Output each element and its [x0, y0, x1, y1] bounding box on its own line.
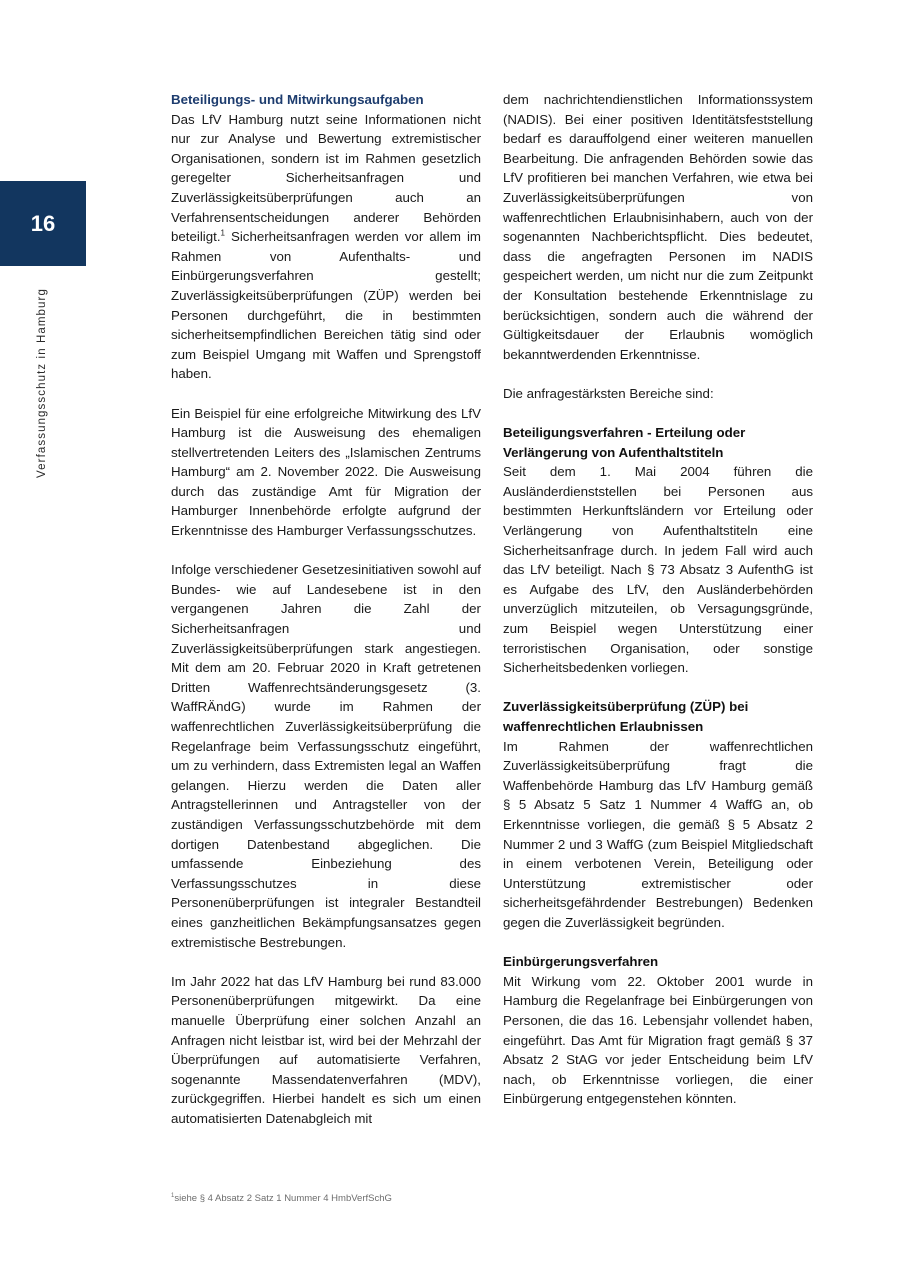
left-column	[171, 90, 481, 1148]
section-heading: Beteiligungs- und Mitwirkungsaufgaben	[171, 92, 424, 107]
paragraph-nadis: dem nachrichtendienstlichen Informationssystem (NADIS). Bei einer positiven Identitätsfeststellung bedarf es darauffolgend einer weiteren manuellen Bearbeitung. Die anfragenden Behörden sowie das LfV profitieren bei manchen Verfahren, wie etwa bei Zuverlässigkeitsüberprüfungen von waffenrechtlichen Erlaubnisinhabern, auch von der sogenannten Nachberichtspflicht. Dies bedeutet, dass die angefragten Personen im NADIS gespeichert werden, um nicht nur die zum Zeitpunkt der Konsultation bestehende Erkenntnislage zu berücksichtigen, sondern auch die während der Gültigkeitsdauer der Erlaubnis womöglich bekanntwerdenden Erkenntnisse.	[503, 92, 813, 362]
footnote	[171, 1193, 392, 1204]
paragraph-naturalization: Mit Wirkung vom 22. Oktober 2001 wurde in Hamburg die Regelanfrage bei Einbürgerungen von Personen, die das 16. Lebensjahr vollendet haben, eingeführt. Das Amt für Migration fragt gemäß § 37 Absatz 2 StAG vor jeder Entscheidung beim LfV nach, ob Erkenntnisse vorliegen, die einer Einbürgerung entgegenstehen könnten.	[503, 973, 813, 1107]
paragraph-expulsion-example: Ein Beispiel für eine erfolgreiche Mitwirkung des LfV Hamburg ist die Ausweisung des ehemaligen stellvertretenden Leiters des „Islamischen Zentrums Hamburg“ am 2. November 2022. Die Ausweisung durch das zuständige Amt für Migration der Hamburger Innenbehörde erfolgte aufgrund der Erkenntnisse des Hamburger Verfassungsschutzes.	[171, 405, 481, 539]
footnote-text: siehe § 4 Absatz 2 Satz 1 Nummer 4 HmbVerfSchG	[174, 1193, 392, 1204]
paragraph-intro-continued: Sicherheitsanfragen werden vor allem im Rahmen von Aufenthalts- und Einbürgerungsverfahren gestellt; Zuverlässigkeitsüberprüfungen (ZÜP) werden bei Personen durchgeführt, die in bestimmten sicherheitsempfindlichen Bereichen tätig sind oder zum Beispiel Umgang mit Waffen und Sprengstoff haben.	[171, 229, 482, 382]
right-column	[503, 90, 813, 1128]
page-number: 16	[30, 210, 56, 236]
paragraph-legislation: Infolge verschiedener Gesetzesinitiativen sowohl auf Bundes- wie auf Landesebene ist in den vergangenen Jahren die Zahl der Sicherheitsanfragen und Zuverlässigkeitsüberprüfungen stark angestiegen. Mit dem am 20. Februar 2020 in Kraft getretenen Dritten Waffenrechtsänderungsgesetz (3. WaffRÄndG) wurde im Rahmen der waffenrechtlichen Zuverlässigkeitsüberprüfung die Regelanfrage beim Verfassungsschutz eingeführt, um zu verhindern, dass Extremisten legal an Waffen gelangen. Hierzu werden die Daten aller Antragstellerinnen und Antragsteller von der zuständigen Verfassungsschutzbehörde mit dem dortigen Datenbestand abgeglichen. Die umfassende Einbeziehung des Verfassungsschutzes in diese Personenüberprüfungen ist integraler Bestandteil eines ganzheitlichen Bekämpfungsansatzes gegen extremistische Bestrebungen.	[171, 562, 481, 950]
paragraph-intro	[171, 110, 481, 384]
paragraph-intro-text: Das LfV Hamburg nutzt seine Informationen nicht nur zur Analyse und Bewertung extremistischer Organisationen, sondern ist im Rahmen gesetzlich geregelter Sicherheitsanfragen und Zuverlässigkeitsüberprüfungen auch an Verfahrensentscheidungen anderer Behörden beteiligt.	[171, 111, 481, 245]
paragraph-areas-intro: Die anfragestärksten Bereiche sind:	[503, 385, 714, 401]
subheading-residence: Beteiligungsverfahren - Erteilung oder Verlängerung von Aufenthaltstiteln	[503, 425, 746, 460]
side-running-title: Verfassungsschutz in Hamburg	[36, 288, 48, 478]
subheading-naturalization: Einbürgerungsverfahren	[503, 954, 659, 970]
subheading-weapons: Zuverlässigkeitsüberprüfung (ZÜP) bei waffenrechtlichen Erlaubnissen	[503, 699, 749, 734]
footnote-mark: 1	[171, 1192, 175, 1199]
footnote-reference: 1	[220, 228, 225, 238]
page-number-tab	[0, 181, 86, 266]
paragraph-statistics: Im Jahr 2022 hat das LfV Hamburg bei rund 83.000 Personenüberprüfungen mitgewirkt. Da eine manuelle Überprüfung einer solchen Anzahl an Anfragen nicht leistbar ist, wird bei der Mehrzahl der Überprüfungen auf automatisierte Verfahren, sogenannte Massendatenverfahren (MDV), zurückgegriffen. Hierbei handelt es sich um einen automatisierten Datenabgleich mit	[171, 973, 481, 1126]
paragraph-residence: Seit dem 1. Mai 2004 führen die Ausländerdienststellen bei Personen aus bestimmten Herkunftsländern vor Erteilung oder Verlängerung von Aufenthaltstiteln eine Sicherheitsanfrage durch. In jedem Fall wird auch das LfV beteiligt. Nach § 73 Absatz 3 AufenthG ist es Aufgabe des LfV, den Ausländerbehörden unverzüglich mitzuteilen, ob Versagungsgründe, zum Beispiel wegen Unterstützung einer terroristischen Organisation, oder sonstige Sicherheitsbedenken vorliegen.	[503, 464, 813, 676]
paragraph-weapons: Im Rahmen der waffenrechtlichen Zuverlässigkeitsüberprüfung fragt die Waffenbehörde Hamburg das LfV Hamburg gemäß § 5 Absatz 5 Satz 1 Nummer 4 WaffG an, ob Erkenntnisse vorliegen, die gemäß § 5 Absatz 2 Nummer 2 und 3 WaffG (zum Beispiel Mitgliedschaft in einem verbotenen Verein, Beteiligung oder Unterstützung extremistischer oder sicherheitsgefährdender Bestrebungen) Bedenken gegen die Zuverlässigkeit begründen.	[503, 738, 813, 930]
